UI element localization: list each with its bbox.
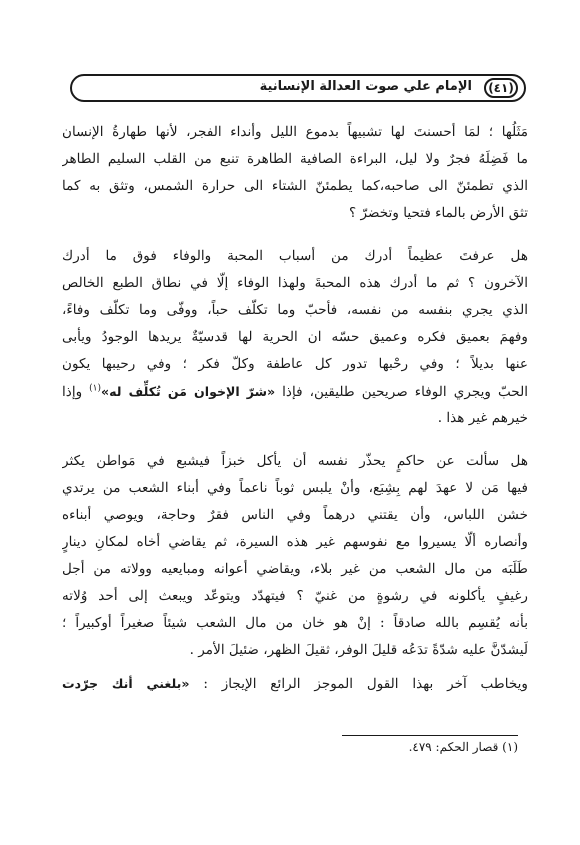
text-line: عنها بديلاً ؛ وفي رحْبها تدور كل عاطفة وكلّ فكر ؛ وفي رحيبها يكون: [62, 356, 528, 372]
text-line: فيها مَن لا عهدَ لهم بِشِبَع، وأنْ يلبس ثوباً ناعماً وفي أبناء الشعب من يرتدي: [62, 480, 528, 496]
text-line: خشن اللباس، وأن يقتني درهماً وفي الناس فقرٌ وحاجة، ويوصي أبناءه: [62, 507, 528, 523]
line-text-after: وإذا: [62, 384, 90, 400]
running-header: [70, 74, 526, 102]
text-line: مَثَلُها ؛ لمَا أحسنتَ لها تشبيهاً بدموع الليل وأنداء الفجر، لأنها طهارةُ الإنسان: [62, 124, 528, 140]
running-header-title: الإمام علي صوت العدالة الإنسانية: [259, 79, 472, 94]
text-line: الذي يجري بنفسه من نفسه، فأحبّ وما تكلّف حباً، ووفّى وما تكلّف وفاءً،: [62, 302, 528, 318]
text-line: تثق الأرض بالماء فتحيا وتخضرّ ؟: [348, 205, 528, 221]
quote-bold: «شرّ الإخوان مَن تُكلِّف له»: [101, 384, 276, 399]
quote-bold: «بلغني أنك جرّدت: [62, 676, 190, 691]
text-line: طَلَبَه من مال الشعب من غير بلاء، ويقاضي أعوانه ومبايعيه وولاته من أجل: [62, 561, 528, 577]
paragraph: [62, 119, 528, 227]
text-line: وأنصاره ألّا يسيروا مع نفوسهم غير هذه السيرة، ثم يقاضي أخاه لمكانِ دينارٍ: [62, 534, 528, 550]
line-text-before: الحبّ ويجري الوفاء صريحين طليقين، فإذا: [275, 384, 528, 400]
paragraph: [62, 448, 528, 664]
text-line: هل سألت عن حاكمٍ يحذّر نفسه أن يأكل خبزاً فيشبع في مَواطن يكثر: [62, 453, 528, 469]
text-line: الآخرون ؟ ثم ما أدرك هذه المحبةَ ولهذا الوفاء إلّا في نطاق الطبع الخالص: [62, 275, 528, 291]
footnote-ref: (١): [89, 383, 102, 394]
text-line: الذي تطمئنّ الى صاحبه،كما يطمئنّ الشتاء الى حرارة الشمس، وتثق به كما: [62, 178, 528, 194]
line-text-before: ويخاطب آخر بهذا القول الموجز الرائع الإيجاز :: [189, 676, 528, 692]
text-line: وفهمَ بعميق فكره وعميق حسّه ان الحرية لها قدسيّةٌ يريدها الوجودُ ويأبى: [62, 329, 528, 345]
text-line: خيرهم غير هذا .: [437, 410, 528, 426]
text-line: ما فَضِلَهُ فجرٌ ولا ليل، البراءة الصافية الطاهرة تنبع من القلب السليم الطاهر: [62, 151, 528, 167]
footnote-divider: [342, 735, 518, 736]
text-line: رغيفٍ يأكلونه في رشوةٍ من غنيّ ؟ فيتهدّد ويتوعّد ويبعث إلى أحد وُلاته: [62, 588, 528, 604]
paragraph: [62, 243, 528, 432]
footnote: (١) قصار الحكم: ٤٧٩.: [408, 740, 518, 754]
page-number: (٤١): [484, 78, 518, 98]
text-line-with-quote: [62, 670, 528, 697]
paragraph: [62, 670, 528, 697]
body-text: [62, 119, 528, 697]
text-line: هل عرفتَ عظيماً أدرك من أسباب المحبة والوفاء فوق ما أدرك: [62, 248, 528, 264]
text-line: لَيشدّنَّ عليه شدّةً تدَعُه قليلَ الوفر، ثقيلَ الظهر، ضئيلَ الأمر .: [189, 642, 528, 658]
text-line-with-quote: [62, 378, 528, 405]
text-line: بأنه يُقسِم بالله صادقاً : إنْ هو خان من مال الشعب شيئاً صغيراً أوكبيراً ؛: [62, 615, 528, 631]
